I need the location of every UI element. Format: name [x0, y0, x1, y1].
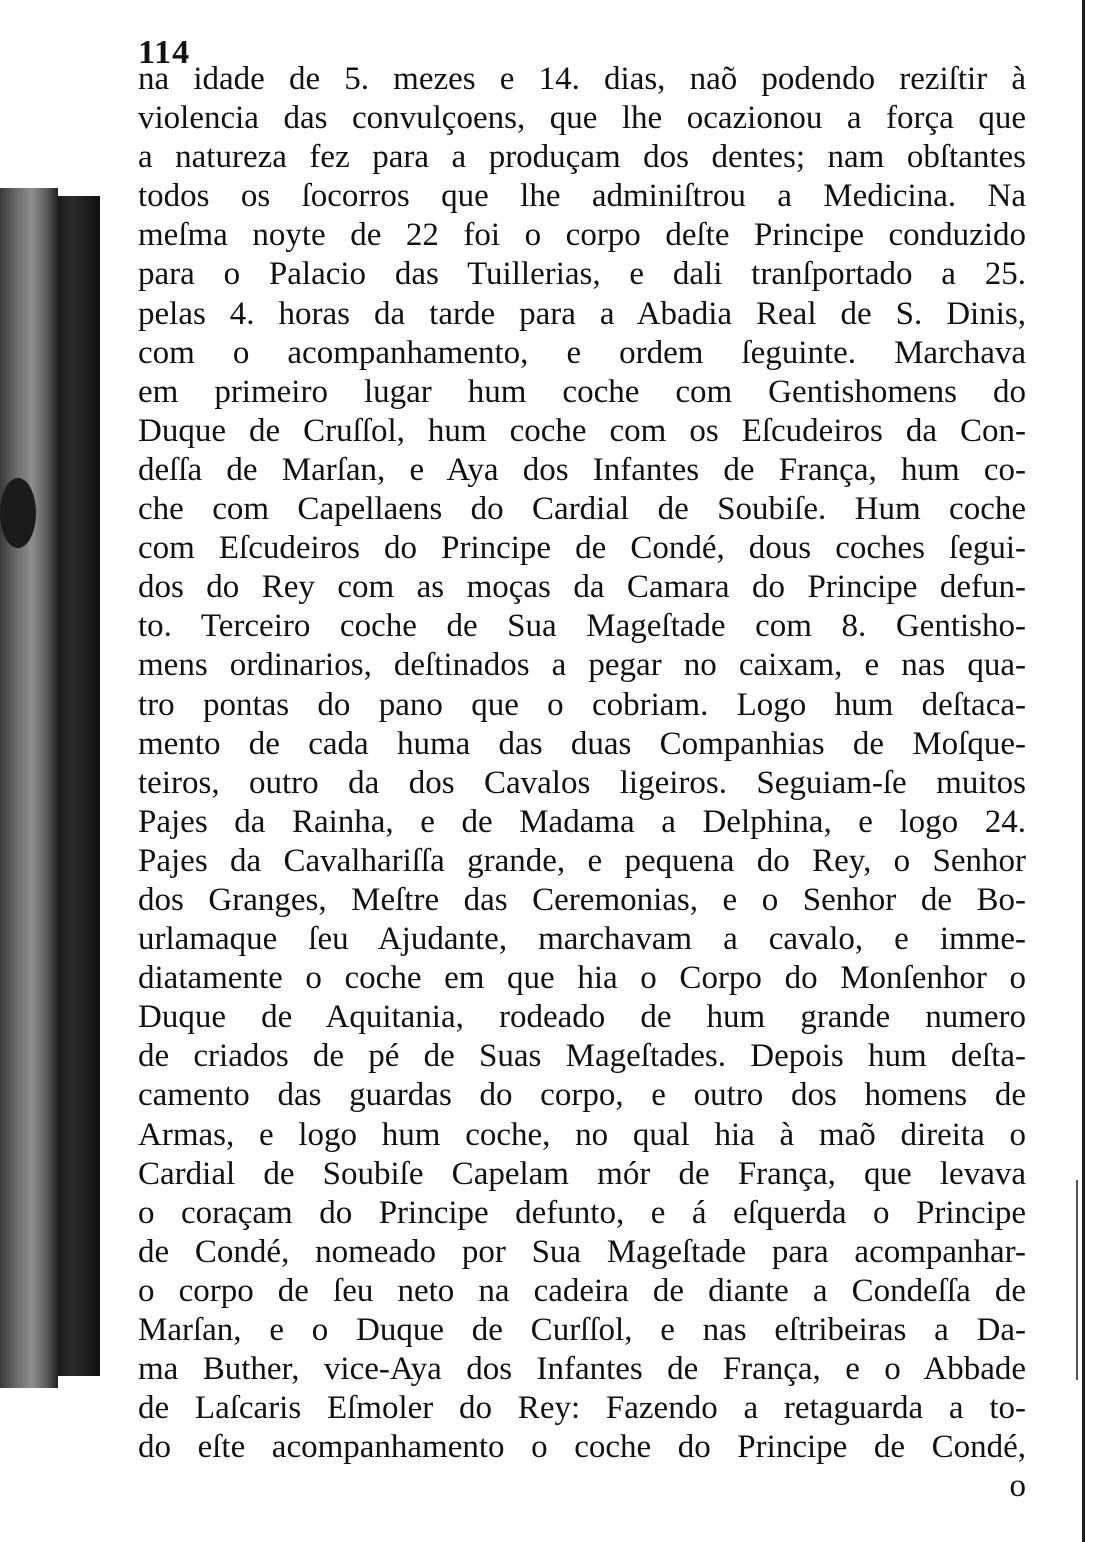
text-line: Cardial de Soubiſe Capelam mór de França, que levava	[138, 1155, 1026, 1192]
page-binding-shadow	[0, 188, 58, 1388]
text-line: para o Palacio das Tuillerias, e dali tranſportado a 25.	[138, 256, 1026, 293]
page-right-edge-mark	[1076, 1180, 1078, 1380]
text-line: mens ordinarios, deſtinados a pegar no caixam, e nas qua-	[138, 647, 1026, 684]
text-line: Marſan, e o Duque de Curſſol, e nas eſtribeiras a Da-	[138, 1312, 1026, 1348]
text-line: to. Terceiro coche de Sua Mageſtade com 8. Gentisho-	[138, 608, 1026, 645]
text-line: pelas 4. horas da tarde para a Abadia Real de S. Dinis,	[138, 295, 1026, 332]
text-line: o corpo de ſeu neto na cadeira de diante a Condeſſa de	[138, 1272, 1026, 1309]
page-right-edge	[1082, 0, 1085, 1542]
text-line: dos do Rey com as moças da Camara do Principe defun-	[138, 569, 1026, 606]
text-line: diatamente o coche em que hia o Corpo do Monſenhor o	[138, 960, 1026, 997]
binding-hole	[0, 478, 36, 548]
text-line: Pajes da Cavalhariſſa grande, e pequena do Rey, o Senhor	[138, 842, 1026, 879]
text-line: em primeiro lugar hum coche com Gentishomens do	[138, 373, 1026, 410]
text-line: che com Capellaens do Cardial de Soubiſe. Hum coche	[138, 491, 1026, 528]
page-binding-edge	[58, 196, 100, 1376]
catchword: o	[1009, 1468, 1026, 1505]
text-line: do eſte acompanhamento o coche do Principe de Condé,	[138, 1429, 1026, 1466]
text-line: o coraçam do Principe defunto, e á eſquerda o Principe	[138, 1194, 1026, 1231]
text-line: na idade de 5. mezes e 14. dias, naõ podendo reziſtir à	[138, 61, 1026, 97]
text-line: mento de cada huma das duas Companhias de Moſque-	[138, 725, 1026, 762]
text-line: meſma noyte de 22 foi o corpo deſte Principe conduzido	[138, 217, 1026, 254]
text-line: Duque de Aquitania, rodeado de hum grande numero	[138, 999, 1026, 1036]
text-line: Duque de Cruſſol, hum coche com os Eſcudeiros da Con-	[138, 412, 1026, 449]
text-line: deſſa de Marſan, e Aya dos Infantes de França, hum co-	[138, 451, 1026, 488]
text-line: Armas, e logo hum coche, no qual hia à maõ direita o	[138, 1116, 1026, 1153]
text-line: ma Buther, vice-Aya dos Infantes de França, e o Abbade	[138, 1351, 1026, 1388]
text-line: teiros, outro da dos Cavalos ligeiros. Seguiam-ſe muitos	[138, 764, 1026, 801]
text-line: de criados de pé de Suas Mageſtades. Depois hum deſta-	[138, 1038, 1026, 1075]
text-line: Pajes da Rainha, e de Madama a Delphina, e logo 24.	[138, 803, 1026, 840]
text-line: violencia das convulçoens, que lhe ocazionou a força que	[138, 100, 1026, 137]
page-number: 114	[138, 34, 191, 71]
text-line: urlamaque ſeu Ajudante, marchavam a cavalo, e imme-	[138, 921, 1026, 958]
text-line: camento das guardas do corpo, e outro dos homens de	[138, 1077, 1026, 1114]
body-text	[138, 60, 1026, 1506]
text-line: todos os ſocorros que lhe adminiſtrou a Medicina. Na	[138, 178, 1026, 215]
text-line: com o acompanhamento, e ordem ſeguinte. Marchava	[138, 334, 1026, 371]
text-line: com Eſcudeiros do Principe de Condé, dous coches ſegui-	[138, 530, 1026, 567]
text-line: de Laſcaris Eſmoler do Rey: Fazendo a retaguarda a to-	[138, 1390, 1026, 1427]
text-line: a natureza fez para a produçam dos dentes; nam obſtantes	[138, 139, 1026, 176]
text-line: tro pontas do pano que o cobriam. Logo hum deſtaca-	[138, 686, 1026, 723]
text-line: de Condé, nomeado por Sua Mageſtade para acompanhar-	[138, 1233, 1026, 1270]
text-line: dos Granges, Meſtre das Ceremonias, e o Senhor de Bo-	[138, 881, 1026, 918]
